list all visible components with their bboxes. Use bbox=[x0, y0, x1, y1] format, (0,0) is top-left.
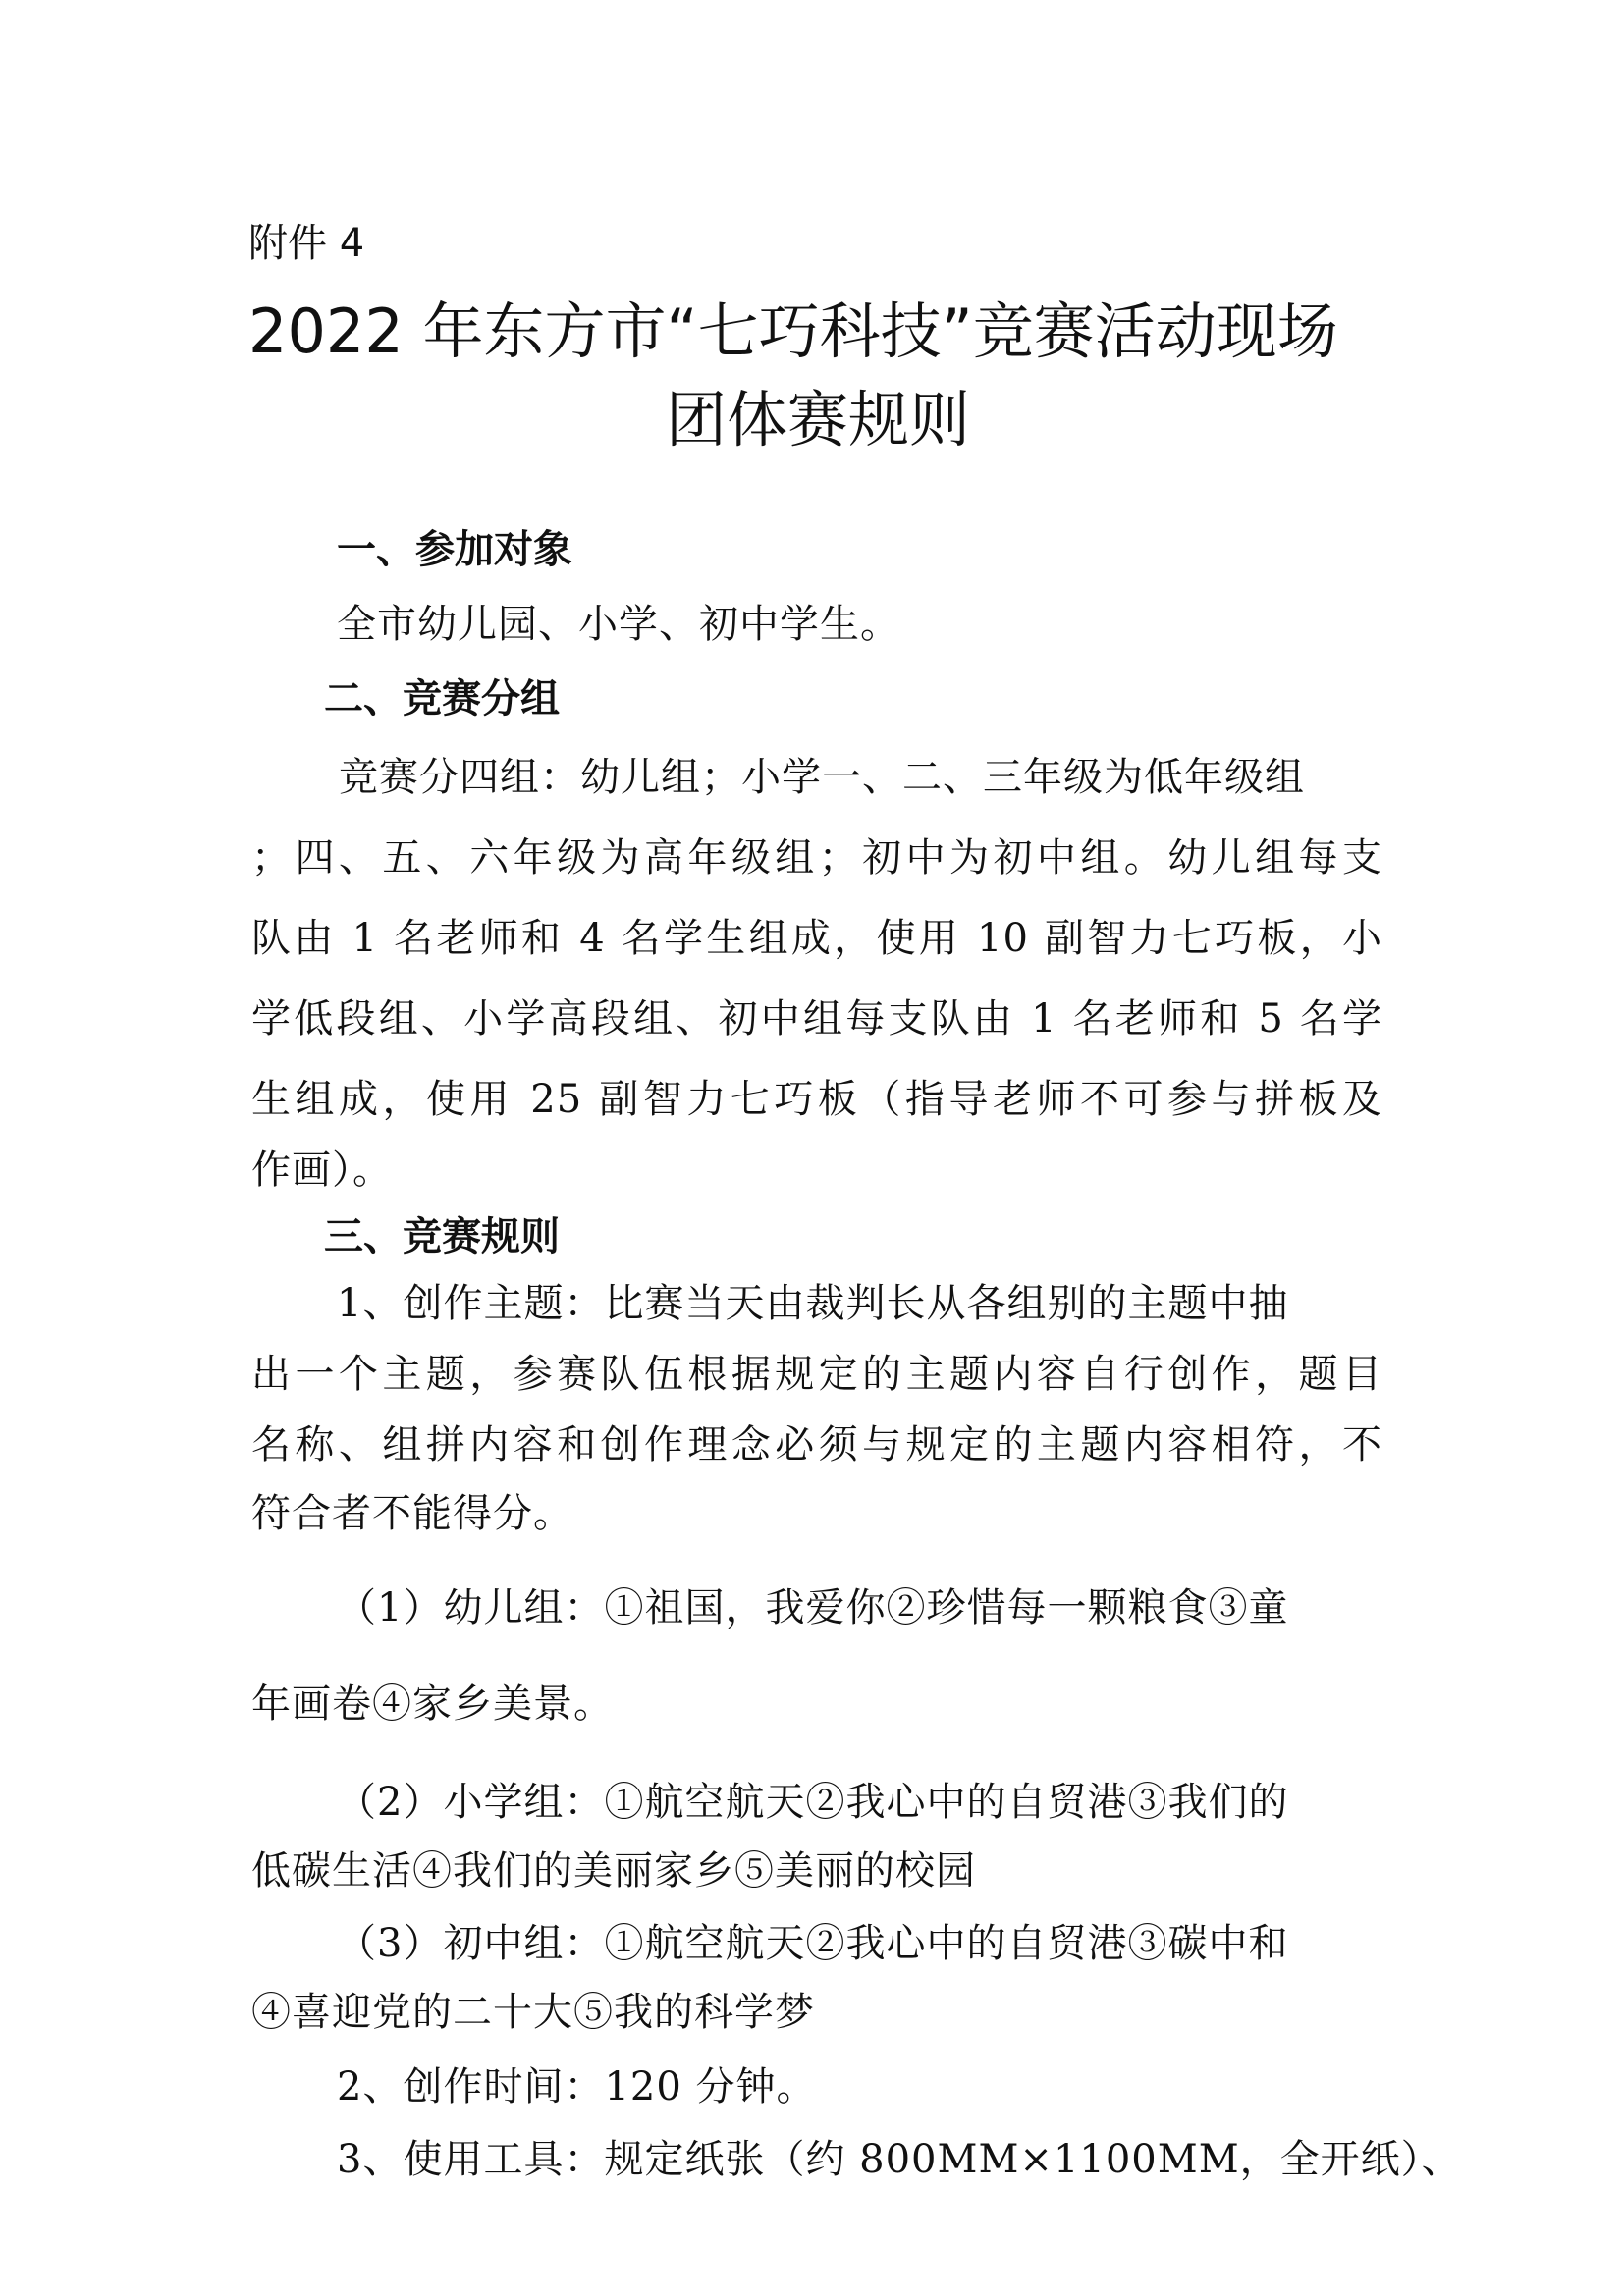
groups-line-6: 作画）。 bbox=[251, 1148, 393, 1193]
kindergarten-themes-line-1: （1）幼儿组：①祖国，我爱你②珍惜每一颗粮食③童 bbox=[337, 1585, 1289, 1630]
attachment-label: 附件 4 bbox=[248, 221, 365, 266]
rule1-line-1: 1、创作主题：比赛当天由裁判长从各组别的主题中抽 bbox=[337, 1281, 1289, 1326]
groups-line-5: 生组成，使用 25 副智力七巧板（指导老师不可参与拼板及 bbox=[251, 1077, 1382, 1122]
section-heading-participants: 一、参加对象 bbox=[337, 526, 572, 572]
section-heading-groups: 二、竞赛分组 bbox=[324, 675, 560, 721]
primary-themes-line-2: 低碳生活④我们的美丽家乡⑤美丽的校园 bbox=[251, 1848, 976, 1894]
groups-line-4: 学低段组、小学高段组、初中组每支队由 1 名老师和 5 名学 bbox=[251, 996, 1382, 1041]
groups-line-2: ；四、五、六年级为高年级组；初中为初中组。幼儿组每支 bbox=[251, 835, 1382, 881]
junior-themes-line-1: （3）初中组：①航空航天②我心中的自贸港③碳中和 bbox=[337, 1921, 1289, 1966]
rule2-duration: 2、创作时间：120 分钟。 bbox=[337, 2064, 817, 2109]
kindergarten-themes-line-2: 年画卷④家乡美景。 bbox=[251, 1682, 614, 1727]
junior-themes-line-2: ④喜迎党的二十大⑤我的科学梦 bbox=[251, 1990, 815, 2035]
primary-themes-line-1: （2）小学组：①航空航天②我心中的自贸港③我们的 bbox=[337, 1780, 1289, 1825]
rule1-line-4: 符合者不能得分。 bbox=[251, 1491, 573, 1536]
groups-line-1: 竞赛分四组：幼儿组；小学一、二、三年级为低年级组 bbox=[339, 755, 1305, 800]
groups-line-3: 队由 1 名老师和 4 名学生组成，使用 10 副智力七巧板，小 bbox=[251, 916, 1382, 961]
paragraph-participants: 全市幼儿园、小学、初中学生。 bbox=[337, 602, 900, 647]
rule1-line-2: 出一个主题，参赛队伍根据规定的主题内容自行创作，题目 bbox=[251, 1352, 1382, 1397]
title-line-1: 2022 年东方市“七巧科技”竞赛活动现场 bbox=[248, 295, 1338, 367]
rule3-tools: 3、使用工具：规定纸张（约 800MM×1100MM，全开纸）、 bbox=[337, 2137, 1462, 2182]
section-heading-rules: 三、竞赛规则 bbox=[324, 1213, 560, 1259]
rule1-line-3: 名称、组拼内容和创作理念必须与规定的主题内容相符，不 bbox=[251, 1422, 1382, 1468]
title-line-2: 团体赛规则 bbox=[666, 384, 971, 455]
